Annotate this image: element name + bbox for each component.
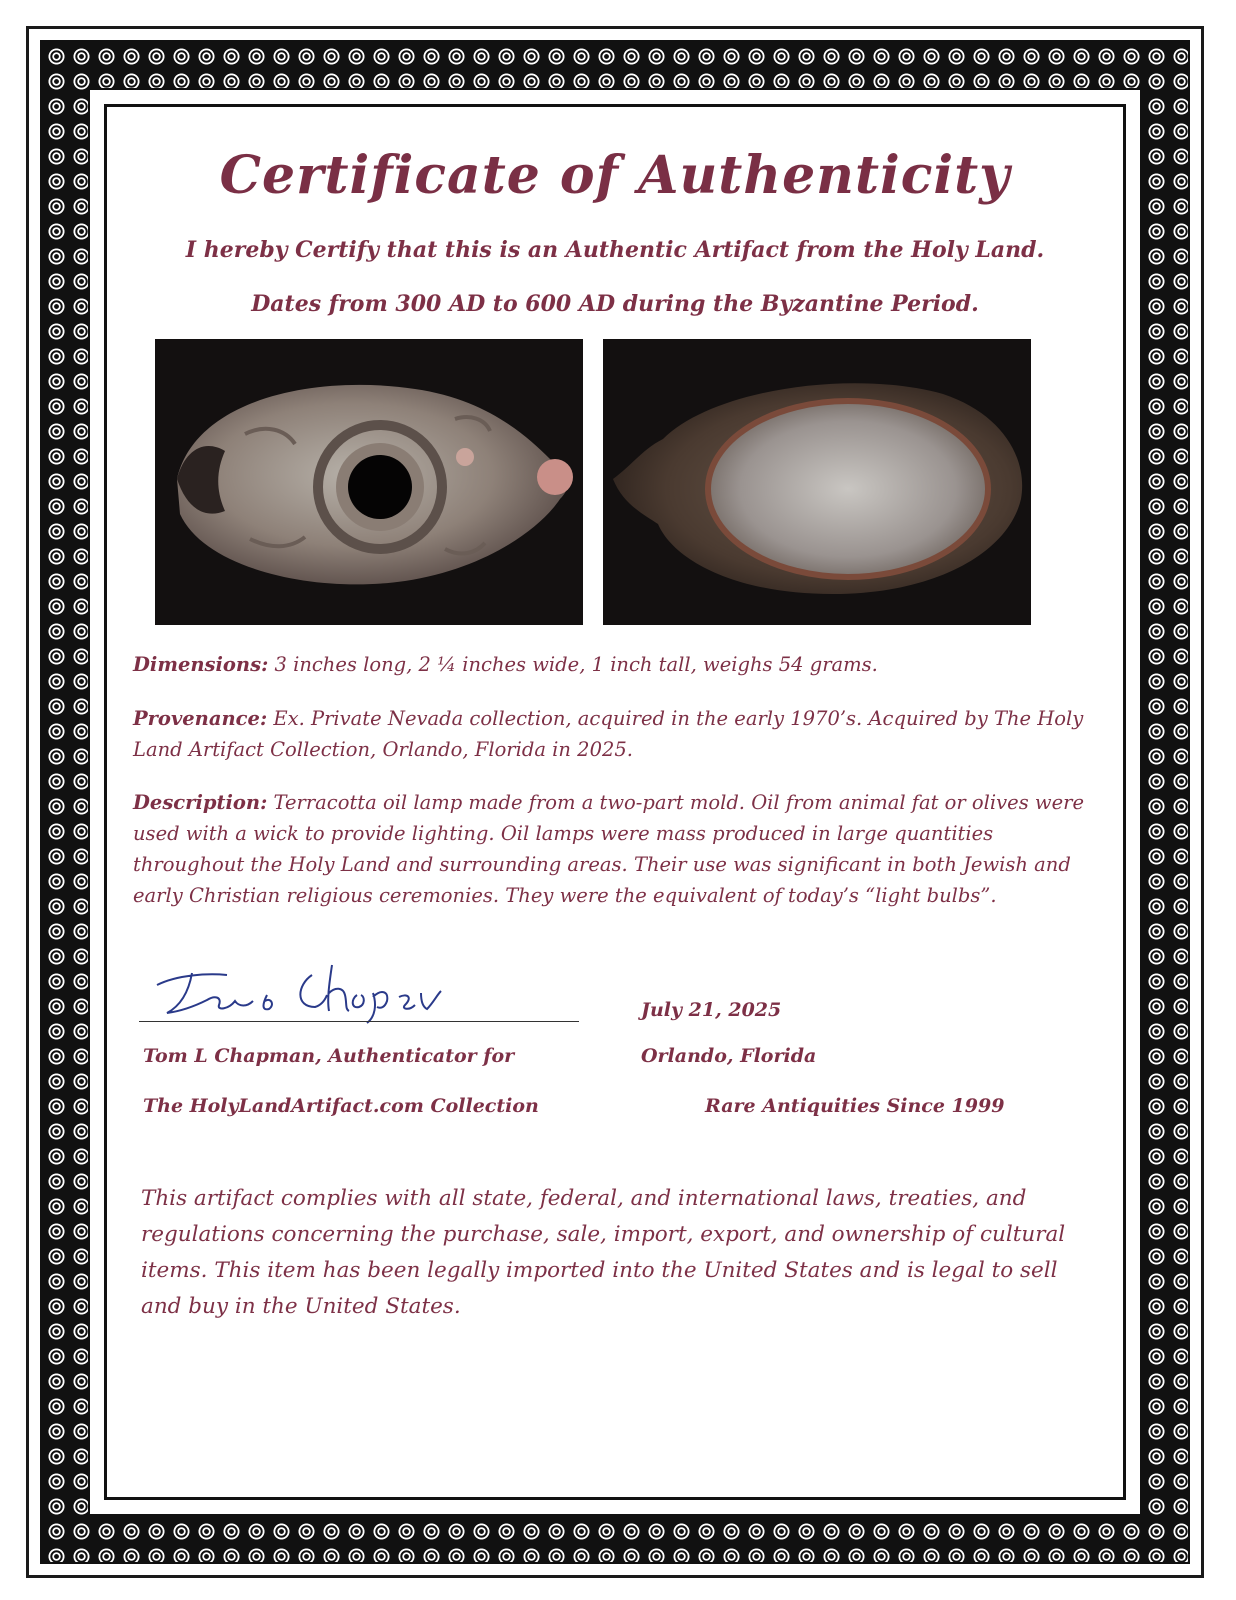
artifact-photo-bottom-view [603, 339, 1031, 625]
certificate-panel [104, 104, 1126, 1500]
signature-location: Orlando, Florida [641, 1045, 817, 1067]
provenance-label: Provenance: [133, 707, 268, 730]
artifact-photo-top-view [155, 339, 583, 625]
dimensions-text: 3 inches long, 2 ¼ inches wide, 1 inch tall, weighs 54 grams. [268, 653, 878, 676]
dimensions-label: Dimensions: [133, 653, 269, 676]
legal-compliance-statement: This artifact complies with all state, federal, and international laws, treaties, and regulations concerning the purchase, sale, import, export, and ownership of cultural items. This item has been legally imported into the United States and is legal to sell and buy in the United States. [141, 1186, 1066, 1319]
provenance-section [133, 703, 1093, 765]
provenance-text: Ex. Private Nevada collection, acquired in the early 1970’s. Acquired by The Holy Land Artifact Collection, Orlando, Florida in 2025. [133, 707, 1084, 761]
dating-statement: Dates from 300 AD to 600 AD during the Byzantine Period. [251, 291, 979, 317]
handwritten-signature [137, 945, 577, 1025]
description-text: Terracotta oil lamp made from a two-part mold. Oil from animal fat or olives were used with a wick to provide lighting. Oil lamps were mass produced in large quantities throughout the Holy Land and surrounding areas. Their use was significant in both Jewish and early Christian religious ceremonies. They were the equivalent of today’s “light bulbs”. [133, 791, 1085, 907]
company-tagline: Rare Antiquities Since 1999 [705, 1095, 1005, 1117]
description-label: Description: [133, 791, 268, 814]
authenticator-name: Tom L Chapman, Authenticator for [143, 1045, 515, 1067]
signature-line [139, 1021, 579, 1022]
certify-statement: I hereby Certify that this is an Authentic Artifact from the Holy Land. [185, 237, 1045, 263]
collection-name: The HolyLandArtifact.com Collection [143, 1095, 539, 1117]
signature-date: July 21, 2025 [641, 999, 782, 1021]
dimensions-section [133, 649, 1093, 680]
certificate-title: Certificate of Authenticity [219, 145, 1011, 206]
description-section [133, 787, 1093, 911]
